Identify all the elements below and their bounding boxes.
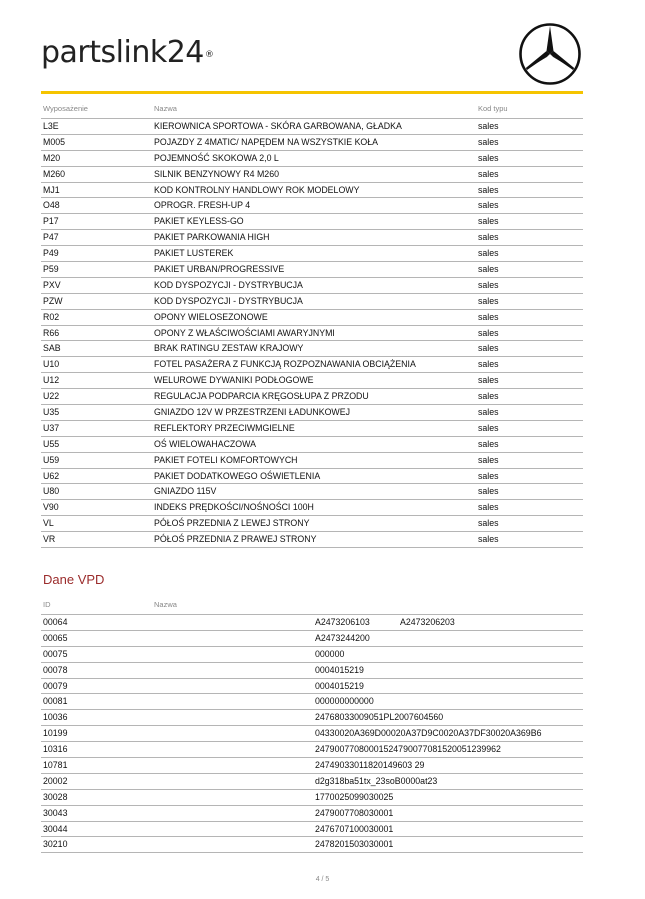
vpd-value: 2479007708030001 — [315, 807, 394, 818]
column-header-id: ID — [43, 600, 51, 609]
header-divider — [41, 91, 583, 94]
table-row — [41, 469, 583, 485]
equipment-code: PXV — [43, 279, 61, 290]
equipment-name: BRAK RATINGU ZESTAW KRAJOWY — [154, 343, 304, 354]
equipment-type: sales — [478, 343, 499, 354]
equipment-name: OPROGR. FRESH-UP 4 — [154, 200, 251, 211]
equipment-code: P17 — [43, 216, 59, 227]
equipment-code: M260 — [43, 168, 66, 179]
equipment-type: sales — [478, 184, 499, 195]
vpd-table-header — [41, 600, 583, 615]
equipment-type: sales — [478, 470, 499, 481]
equipment-name: PÓŁOŚ PRZEDNIA Z LEWEJ STRONY — [154, 518, 310, 529]
table-row — [41, 806, 583, 822]
vpd-id: 30043 — [43, 807, 68, 818]
vpd-value: 0004015219 — [315, 664, 364, 675]
table-row — [41, 246, 583, 262]
vpd-id: 10036 — [43, 712, 68, 723]
table-row — [41, 198, 583, 214]
equipment-name: KOD DYSPOZYCJI - DYSTRYBUCJA — [154, 279, 303, 290]
equipment-name: PAKIET LUSTEREK — [154, 248, 234, 259]
equipment-name: KIEROWNICA SPORTOWA - SKÓRA GARBOWANA, GŁADKA — [154, 121, 402, 131]
equipment-name: POJEMNOŚĆ SKOKOWA 2,0 L — [154, 152, 279, 163]
equipment-name: REGULACJA PODPARCIA KRĘGOSŁUPA Z PRZODU — [154, 391, 369, 402]
table-row — [41, 294, 583, 310]
table-row — [41, 837, 583, 853]
vpd-id: 30028 — [43, 791, 68, 802]
table-row — [41, 278, 583, 294]
table-row — [41, 421, 583, 437]
equipment-name: INDEKS PRĘDKOŚCI/NOŚNOŚCI 100H — [154, 502, 314, 513]
equipment-name: PAKIET DODATKOWEGO OŚWIETLENIA — [154, 470, 321, 481]
equipment-type: sales — [478, 248, 499, 259]
equipment-name: OPONY WIELOSEZONOWE — [154, 311, 268, 322]
registered-mark: ® — [204, 50, 214, 60]
vpd-value: 24790077080001524790077081520051239962 — [315, 744, 501, 755]
vpd-value: 24768033009051PL2007604560 — [315, 712, 444, 723]
equipment-type: sales — [478, 375, 499, 386]
equipment-type: sales — [478, 486, 499, 497]
table-row — [41, 214, 583, 230]
equipment-name: POJAZDY Z 4MATIC/ NAPĘDEM NA WSZYSTKIE KOŁA — [154, 136, 379, 147]
table-row — [41, 357, 583, 373]
vpd-value: 1770025099030025 — [315, 791, 394, 802]
table-row — [41, 453, 583, 469]
equipment-type: sales — [478, 295, 499, 306]
table-row — [41, 758, 583, 774]
table-row — [41, 631, 583, 647]
page-number: 4 / 5 — [315, 876, 330, 883]
table-row — [41, 262, 583, 278]
equipment-code: U55 — [43, 438, 60, 449]
vpd-value: A2473244200 — [315, 632, 370, 643]
vpd-id: 00075 — [43, 648, 68, 659]
table-row — [41, 615, 583, 631]
vpd-id: 10199 — [43, 728, 68, 739]
vpd-id: 30044 — [43, 823, 68, 834]
table-row — [41, 774, 583, 790]
equipment-type: sales — [478, 391, 499, 402]
table-row — [41, 532, 583, 548]
vpd-value: 000000000000 — [315, 696, 374, 707]
vpd-rows — [41, 615, 583, 853]
vpd-id: 20002 — [43, 775, 68, 786]
equipment-type: sales — [478, 136, 499, 147]
equipment-type: sales — [478, 264, 499, 275]
equipment-code: VR — [43, 534, 56, 545]
equipment-name: WELUROWE DYWANIKI PODŁOGOWE — [154, 375, 314, 386]
table-row — [41, 694, 583, 710]
equipment-type: sales — [478, 168, 499, 179]
equipment-table-header — [41, 104, 583, 119]
equipment-code: O48 — [43, 200, 60, 211]
vpd-id: 30210 — [43, 839, 68, 850]
logo-text: partslink24 — [41, 35, 204, 70]
equipment-type: sales — [478, 407, 499, 418]
equipment-type: sales — [478, 454, 499, 465]
vpd-value: 0004015219 — [315, 680, 364, 691]
equipment-code: P59 — [43, 264, 59, 275]
equipment-type: sales — [478, 438, 499, 449]
vpd-id: 10316 — [43, 744, 68, 755]
vpd-value-secondary: A2473206203 — [400, 617, 455, 627]
table-row — [41, 341, 583, 357]
column-header-type: Kod typu — [478, 104, 508, 113]
equipment-name: PAKIET KEYLESS-GO — [154, 216, 244, 227]
equipment-name: PÓŁOŚ PRZEDNIA Z PRAWEJ STRONY — [154, 534, 317, 545]
table-row — [41, 310, 583, 326]
table-row — [41, 516, 583, 532]
table-row — [41, 230, 583, 246]
equipment-type: sales — [478, 534, 499, 545]
vpd-id: 00065 — [43, 632, 68, 643]
equipment-type: sales — [478, 359, 499, 370]
column-header-code: Wyposażenie — [43, 104, 88, 113]
equipment-name: PAKIET PARKOWANIA HIGH — [154, 232, 270, 243]
equipment-type: sales — [478, 518, 499, 529]
equipment-name: KOD KONTROLNY HANDLOWY ROK MODELOWY — [154, 184, 360, 195]
equipment-code: U37 — [43, 422, 60, 433]
table-row — [41, 710, 583, 726]
equipment-name: REFLEKTORY PRZECIWMGIELNE — [154, 422, 295, 433]
table-row — [41, 119, 583, 135]
equipment-code: U62 — [43, 470, 60, 481]
table-row — [41, 135, 583, 151]
equipment-name: SILNIK BENZYNOWY R4 M260 — [154, 168, 279, 179]
table-row — [41, 151, 583, 167]
equipment-type: sales — [478, 216, 499, 227]
equipment-name: PAKIET URBAN/PROGRESSIVE — [154, 264, 285, 275]
column-header-name: Nazwa — [154, 104, 177, 113]
table-row — [41, 790, 583, 806]
vpd-value: d2g318ba51tx_23soB0000at23 — [315, 775, 438, 786]
table-row — [41, 822, 583, 838]
equipment-code: P49 — [43, 248, 59, 259]
table-row — [41, 484, 583, 500]
equipment-type: sales — [478, 200, 499, 211]
equipment-type: sales — [478, 311, 499, 322]
table-row — [41, 167, 583, 183]
partslink24-logo — [41, 36, 213, 70]
equipment-code: L3E — [43, 121, 59, 131]
table-row — [41, 183, 583, 199]
equipment-name: OPONY Z WŁAŚCIWOŚCIAMI AWARYJNYMI — [154, 327, 335, 338]
vpd-table — [41, 600, 583, 853]
mercedes-star-icon — [518, 22, 582, 86]
vpd-id: 00079 — [43, 680, 68, 691]
vpd-section-title: Dane VPD — [43, 572, 105, 587]
equipment-code: R66 — [43, 327, 60, 338]
equipment-code: P47 — [43, 232, 59, 243]
equipment-rows — [41, 119, 583, 548]
table-row — [41, 326, 583, 342]
equipment-code: PZW — [43, 295, 63, 306]
table-row — [41, 389, 583, 405]
vpd-value: 04330020A369D00020A37D9C0020A37DF30020A369B6 — [315, 728, 542, 739]
column-header-vpd-name: Nazwa — [154, 600, 177, 609]
vpd-value: 2478201503030001 — [315, 839, 394, 850]
equipment-code: VL — [43, 518, 54, 529]
equipment-type: sales — [478, 232, 499, 243]
equipment-name: FOTEL PASAŻERA Z FUNKCJĄ ROZPOZNAWANIA OBCIĄŻENIA — [154, 359, 416, 370]
equipment-name: GNIAZDO 12V W PRZESTRZENI ŁADUNKOWEJ — [154, 407, 350, 418]
equipment-code: M20 — [43, 152, 61, 163]
equipment-table — [41, 104, 583, 548]
equipment-code: SAB — [43, 343, 61, 354]
equipment-code: U59 — [43, 454, 60, 465]
equipment-type: sales — [478, 327, 499, 338]
equipment-code: M005 — [43, 136, 66, 147]
vpd-value: A2473206103 — [315, 617, 370, 627]
table-row — [41, 373, 583, 389]
vpd-value: 24749033011820149603 29 — [315, 760, 425, 771]
equipment-code: MJ1 — [43, 184, 60, 195]
page-header — [0, 0, 645, 95]
vpd-id: 00081 — [43, 696, 68, 707]
equipment-code: R02 — [43, 311, 60, 322]
table-row — [41, 405, 583, 421]
equipment-code: U80 — [43, 486, 60, 497]
equipment-name: PAKIET FOTELI KOMFORTOWYCH — [154, 454, 298, 465]
equipment-name: GNIAZDO 115V — [154, 486, 217, 497]
vpd-id: 00078 — [43, 664, 68, 675]
equipment-type: sales — [478, 279, 499, 290]
vpd-value: 000000 — [315, 648, 345, 659]
table-row — [41, 647, 583, 663]
equipment-name: OŚ WIELOWAHACZOWA — [154, 438, 256, 449]
equipment-type: sales — [478, 152, 499, 163]
equipment-code: U35 — [43, 407, 60, 418]
table-row — [41, 437, 583, 453]
equipment-type: sales — [478, 502, 499, 513]
equipment-code: U10 — [43, 359, 60, 370]
equipment-code: V90 — [43, 502, 59, 513]
equipment-name: KOD DYSPOZYCJI - DYSTRYBUCJA — [154, 295, 303, 306]
equipment-code: U12 — [43, 375, 60, 386]
equipment-code: U22 — [43, 391, 60, 402]
vpd-value: 2476707100030001 — [315, 823, 394, 834]
vpd-id: 10781 — [43, 760, 68, 771]
table-row — [41, 742, 583, 758]
table-row — [41, 679, 583, 695]
table-row — [41, 663, 583, 679]
equipment-type: sales — [478, 422, 499, 433]
equipment-type: sales — [478, 121, 499, 131]
vpd-id: 00064 — [43, 617, 68, 627]
table-row — [41, 726, 583, 742]
table-row — [41, 500, 583, 516]
